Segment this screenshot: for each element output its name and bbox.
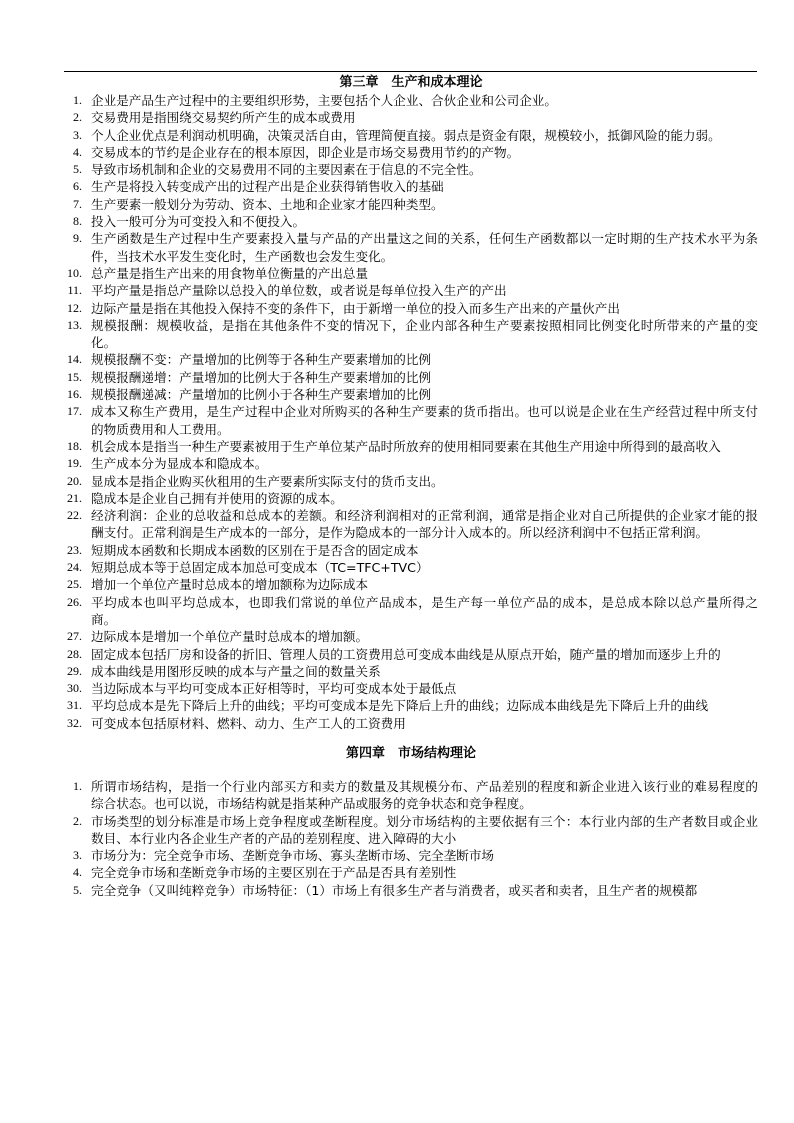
item-text: 交易成本的节约是企业存在的根本原因，即企业是市场交易费用节约的产物。 [91, 144, 520, 160]
list-item [64, 847, 758, 864]
list-item [64, 300, 758, 317]
item-text: 企业是产品生产过程中的主要组织形势，主要包括个人企业、合伙企业和公司企业。 [91, 93, 557, 108]
item-number: 29. [67, 663, 82, 678]
list-item [64, 351, 758, 368]
item-text: 生产成本分为显成本和隐成本。 [91, 456, 268, 472]
list-item [64, 646, 758, 663]
list-item [64, 813, 758, 848]
list-item [64, 438, 758, 455]
item-number: 20. [67, 473, 82, 488]
item-text: 成本又称生产费用，是生产过程中企业对所购买的各种生产要素的货币指出。也可以说是企业在生产经营过程中所支付的物质费用和人工费用。 [91, 404, 758, 437]
item-text: 生产要素一般划分为劳动、资本、土地和企业家才能四种类型。 [91, 196, 444, 212]
list-item [64, 455, 758, 472]
list-item [64, 386, 758, 403]
item-number: 3. [73, 848, 82, 863]
list-item [64, 109, 758, 126]
item-text: 短期成本函数和长期成本函数的区别在于是否含的固定成本 [91, 542, 419, 558]
item-text: 隐成本是企业自己拥有并使用的资源的成本。 [91, 490, 343, 506]
list-item [64, 265, 758, 282]
item-number: 2. [73, 813, 82, 828]
item-number: 4. [73, 865, 82, 880]
item-text: 固定成本包括厂房和设备的折旧、管理人员的工资费用总可变成本曲线是从原点开始，随产量的增加而逐步上升的 [91, 646, 721, 662]
list-item [64, 144, 758, 161]
item-text: 生产函数是生产过程中生产要素投入量与产品的产出量这之间的关系，任何生产函数都以一定时期的生产技术水平为条件，当技术水平发生变化时，生产函数也会发生变化。 [91, 231, 758, 264]
chapter-3-list [64, 92, 758, 732]
item-text: 导致市场机制和企业的交易费用不同的主要因素在于信息的不完全性。 [91, 162, 482, 178]
item-text: 短期总成本等于总固定成本加总可变成本（TC=TFC+TVC） [91, 560, 429, 576]
list-item [64, 213, 758, 230]
item-text: 机会成本是指当一种生产要素被用于生产单位某产品时所放弃的使用相同要素在其他生产用途中所得到的最高收入 [91, 438, 721, 454]
list-item [64, 680, 758, 697]
item-text: 规模报酬：规模收益，是指在其他条件不变的情况下，企业内部各种生产要素按照相同比例变化时所带来的产量的变化。 [91, 317, 758, 351]
item-text: 边际产量是指在其他投入保持不变的条件下，由于新增一单位的投入而多生产出来的产量伙产出 [91, 300, 620, 316]
item-text: 市场类型的划分标准是市场上竞争程度或垄断程度。划分市场结构的主要依据有三个：本行业内部的生产者数目或企业数目、本行业内各企业生产者的产品的差别程度、进入障碍的大小 [91, 813, 758, 846]
item-number: 27. [67, 629, 82, 644]
item-number: 31. [67, 698, 82, 713]
item-number: 14. [67, 352, 82, 367]
item-number: 15. [67, 369, 82, 384]
list-item [64, 282, 758, 299]
list-item [64, 196, 758, 213]
item-number: 26. [67, 594, 82, 609]
list-item [64, 576, 758, 593]
item-number: 19. [67, 456, 82, 471]
item-text: 总产量是指生产出来的用食物单位衡量的产出总量 [91, 265, 369, 281]
list-item [64, 473, 758, 490]
chapter-3-title: 第三章 生产和成本理论 [339, 75, 483, 90]
list-item [64, 178, 758, 195]
item-number: 24. [67, 560, 82, 575]
item-text: 当边际成本与平均可变成本正好相等时，平均可变成本处于最低点 [91, 681, 457, 697]
item-number: 11. [67, 283, 82, 298]
item-number: 28. [67, 646, 82, 661]
item-number: 10. [67, 265, 82, 280]
item-text: 可变成本包括原材料、燃料、动力、生产工人的工资费用 [91, 715, 406, 731]
item-number: 8. [73, 214, 82, 229]
item-text: 规模报酬不变：产量增加的比例等于各种生产要素增加的比例 [91, 352, 432, 368]
item-number: 1. [73, 93, 82, 107]
item-number: 13. [67, 317, 82, 332]
list-item [64, 559, 758, 576]
list-item [64, 490, 758, 507]
document-body [64, 73, 758, 899]
item-number: 4. [73, 144, 82, 159]
list-item [64, 230, 758, 265]
list-item [64, 317, 758, 352]
list-item [64, 663, 758, 680]
item-number: 7. [73, 196, 82, 211]
item-text: 生产是将投入转变成产出的过程产出是企业获得销售收入的基础 [91, 179, 444, 195]
item-text: 平均总成本是先下降后上升的曲线；平均可变成本是先下降后上升的曲线；边际成本曲线是先下降后上升的曲线 [91, 698, 709, 714]
list-item [64, 127, 758, 144]
item-text: 平均产量是指总产量除以总投入的单位数，或者说是每单位投入生产的产出 [91, 283, 507, 299]
list-item [64, 403, 758, 438]
item-text: 投入一般可分为可变投入和不便投入。 [91, 214, 306, 230]
item-number: 1. [73, 778, 82, 793]
item-text: 增加一个单位产量时总成本的增加额称为边际成本 [91, 577, 369, 593]
list-item [64, 628, 758, 645]
item-text: 平均成本也叫平均总成本，也即我们常说的单位产品成本，是生产每一单位产品的成本，是总成本除以总产量所得之商。 [91, 594, 758, 627]
item-text: 经济利润：企业的总收益和总成本的差额。和经济利润相对的正常利润，通常是指企业对自己所提供的企业家才能的报酬支付。正常利润是生产成本的一部分，是作为隐成本的一部分计入成本的。所以经济利润中不包括正常利润。 [91, 508, 758, 541]
chapter-4-title: 第四章 市场结构理论 [345, 745, 476, 761]
item-text: 所谓市场结构，是指一个行业内部买方和卖方的数量及其规模分布、产品差别的程度和新企业进入该行业的难易程度的综合状态。也可以说，市场结构就是指某种产品或服务的竞争状态和竞争程度。 [91, 778, 758, 812]
item-text: 个人企业优点是利润动机明确，决策灵活自由，管理简便直接。弱点是资金有限，规模较小，抵御风险的能力弱。 [91, 127, 721, 143]
item-number: 23. [67, 542, 82, 557]
item-number: 25. [67, 577, 82, 592]
list-item [64, 369, 758, 386]
item-text: 市场分为：完全竞争市场、垄断竞争市场、寡头垄断市场、完全垄断市场 [91, 848, 494, 864]
chapter-4-list [64, 778, 758, 899]
item-number: 21. [67, 490, 82, 505]
item-number: 5. [73, 162, 82, 177]
item-text: 显成本是指企业购买伙租用的生产要素所实际支付的货币支出。 [91, 473, 444, 489]
list-item [64, 715, 758, 732]
list-item [64, 161, 758, 178]
list-item [64, 92, 758, 109]
item-text: 完全竞争（又叫纯粹竞争）市场特征：（1）市场上有很多生产者与消费者，或买者和卖者，且生产者的规模都 [91, 882, 698, 898]
item-number: 9. [73, 231, 82, 246]
item-number: 16. [67, 387, 82, 402]
item-text: 规模报酬递增：产量增加的比例大于各种生产要素增加的比例 [91, 369, 432, 385]
item-number: 17. [67, 404, 82, 419]
item-number: 32. [67, 715, 82, 730]
list-item [64, 778, 758, 813]
item-text: 完全竞争市场和垄断竞争市场的主要区别在于产品是否具有差别性 [91, 865, 457, 881]
list-item [64, 507, 758, 542]
header-rule [64, 71, 757, 72]
list-item [64, 697, 758, 714]
item-number: 5. [73, 882, 82, 897]
item-number: 18. [67, 438, 82, 453]
list-item [64, 864, 758, 881]
item-number: 30. [67, 681, 82, 696]
item-text: 交易费用是指围绕交易契约所产生的成本或费用 [91, 110, 356, 126]
item-number: 22. [67, 508, 82, 523]
item-text: 边际成本是增加一个单位产量时总成本的增加额。 [91, 629, 369, 645]
item-text: 规模报酬递减：产量增加的比例小于各种生产要素增加的比例 [91, 387, 432, 403]
list-item [64, 594, 758, 629]
item-number: 2. [73, 110, 82, 125]
item-number: 12. [67, 300, 82, 315]
item-number: 6. [73, 179, 82, 194]
item-text: 成本曲线是用图形反映的成本与产量之间的数量关系 [91, 663, 381, 679]
list-item [64, 542, 758, 559]
item-number: 3. [73, 127, 82, 142]
list-item [64, 882, 758, 899]
